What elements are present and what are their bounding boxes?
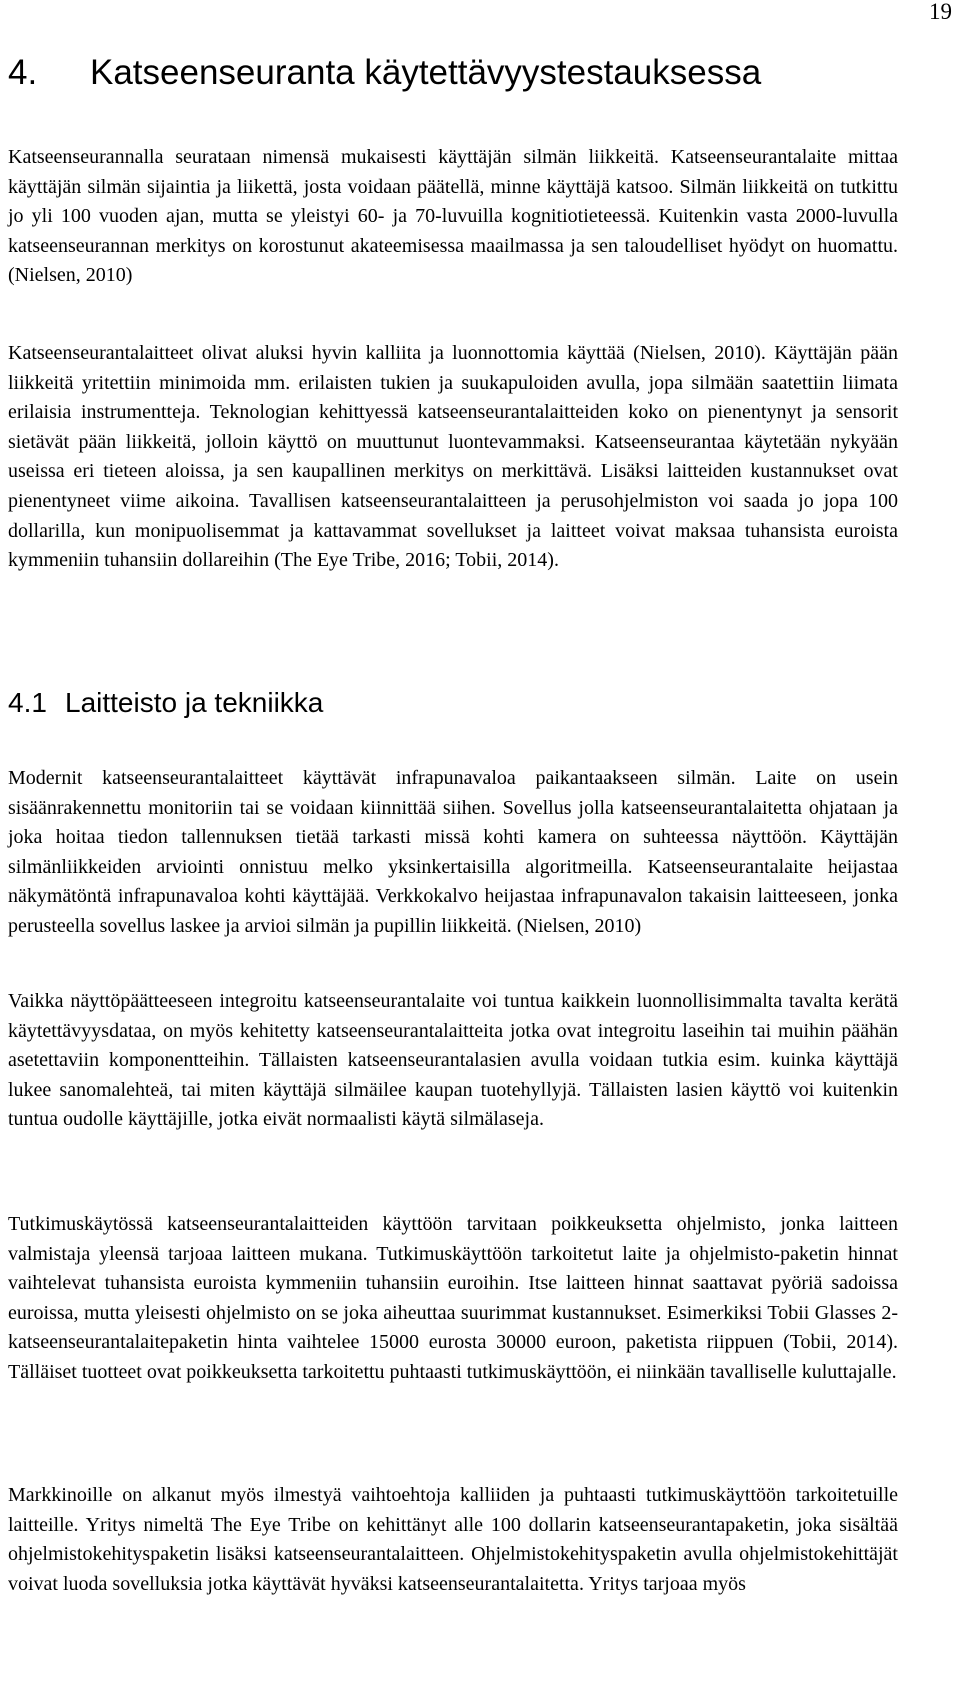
chapter-heading [8,53,761,93]
section-number: 4.1 [8,687,47,718]
paragraph: Markkinoille on alkanut myös ilmestyä vaihtoehtoja kalliiden ja puhtaasti tutkimuskäyttöön tarkoitetuille laitteille. Yritys nimeltä The Eye Tribe on kehittänyt alle 100 dollarin katseenseurantapaketin, joka sisältää ohjelmistokehityspaketin lisäksi katseenseurantalaitteen. Ohjelmistokehityspaketin avulla ohjelmistokehittäjät voivat luoda sovelluksia jotka käyttävät hyväksi katseenseurantalaitetta. Yritys tarjoaa myös [8,1484,898,1595]
section-title: Laitteisto ja tekniikka [65,687,324,718]
chapter-title: Katseenseuranta käytettävyystestauksessa [90,53,762,92]
chapter-number: 4. [8,53,38,92]
paragraph: Vaikka näyttöpäätteeseen integroitu katseenseurantalaite voi tuntua kaikkein luonnollisimmalta tavalta kerätä käytettävyysdataa, on myös kehitetty katseenseurantalaitteita jotka ovat integroitu laseihin tai muihin päähän asetettaviin komponentteihin. Tällaisten katseenseurantalasien avulla voidaan tutkia esim. kuinka käyttäjä lukee sanomalehteä, tai miten käyttäjä silmäilee kaupan tuotehyllyjä. Tällaisten lasien käyttö voi kuitenkin tuntua oudolle käyttäjille, jotka eivät normaalisti käytä silmälaseja. [8,990,898,1131]
paragraph: Katseenseurannalla seurataan nimensä mukaisesti käyttäjän silmän liikkeitä. Katseenseurantalaite mittaa käyttäjän silmän sijaintia ja liikettä, josta voidaan päätellä, minne käyttäjä katsoo. Silmän liikkeitä on tutkittu jo yli 100 vuoden ajan, mutta se yleistyi 60- ja 70-luvuilla kognitiotieteessä. Kuitenkin vasta 2000-luvulla katseenseurannan merkitys on korostunut akateemisessa maailmassa ja sen taloudelliset hyödyt on huomattu. (Nielsen, 2010) [8,146,898,287]
paragraph: Modernit katseenseurantalaitteet käyttävät infrapunavaloa paikantaakseen silmän. Laite on usein sisäänrakennettu monitoriin tai se voidaan kiinnittää siihen. Sovellus jolla katseenseurantalaitetta ohjataan ja joka hoitaa tiedon tallennuksen tietää tarkasti missä kohti kamera on suhteessa näyttöön. Käyttäjän silmänliikkeiden arviointi onnistuu melko yksinkertaisilla algoritmeilla. Katseenseurantalaite heijastaa näkymätöntä infrapunavaloa kohti käyttäjää. Verkkokalvo heijastaa infrapunavalon takaisin laitteeseen, jonka perusteella sovellus laskee ja arvioi silmän ja pupillin liikkeitä. (Nielsen, 2010) [8,767,898,937]
section-heading [8,687,323,719]
paragraph: Katseenseurantalaitteet olivat aluksi hyvin kalliita ja luonnottomia käyttää (Nielsen, 2010). Käyttäjän pään liikkeitä yritettiin minimoida mm. erilaisten tukien ja suukapuloiden avulla, jopa silmään saatettiin liimata erilaisia instrumentteja. Teknologian kehittyessä katseenseurantalaitteiden koko on pienentynyt ja sensorit sietävät pään liikkeitä, jolloin käyttö on muuttunut luontevammaksi. Katseenseurantaa käytetään nykyään useissa eri tieteen aloissa, ja sen kaupallinen merkitys on merkittävä. Lisäksi laitteiden kustannukset ovat pienentyneet viime aikoina. Tavallisen katseenseurantalaitteen ja perusohjelmiston voi saada jo jopa 100 dollarilla, kun monipuolisemmat ja kattavammat sovellukset ja laitteet voivat maksaa tuhansista euroista kymmeniin tuhansiin dollareihin (The Eye Tribe, 2016; Tobii, 2014). [8,342,898,572]
page-number: 19 [929,0,952,24]
paragraph: Tutkimuskäytössä katseenseurantalaitteiden käyttöön tarvitaan poikkeuksetta ohjelmisto, jonka laitteen valmistaja yleensä tarjoaa laitteen mukana. Tutkimuskäyttöön tarkoitetut laite ja ohjelmisto-paketin hinnat vaihtelevat tuhansista euroista kymmeniin tuhansiin euroihin. Itse laitteen hinnat saattavat pyöriä sadoissa euroissa, mutta yleisesti ohjelmisto on se joka aiheuttaa suurimmat kustannukset. Esimerkiksi Tobii Glasses 2-katseenseurantalaitepaketin hinta vaihtelee 15000 eurosta 30000 euroon, paketista riippuen (Tobii, 2014). Tälläiset tuotteet ovat poikkeuksetta tarkoitettu puhtaasti tutkimuskäyttöön, ei niinkään tavalliselle kuluttajalle. [8,1213,898,1383]
